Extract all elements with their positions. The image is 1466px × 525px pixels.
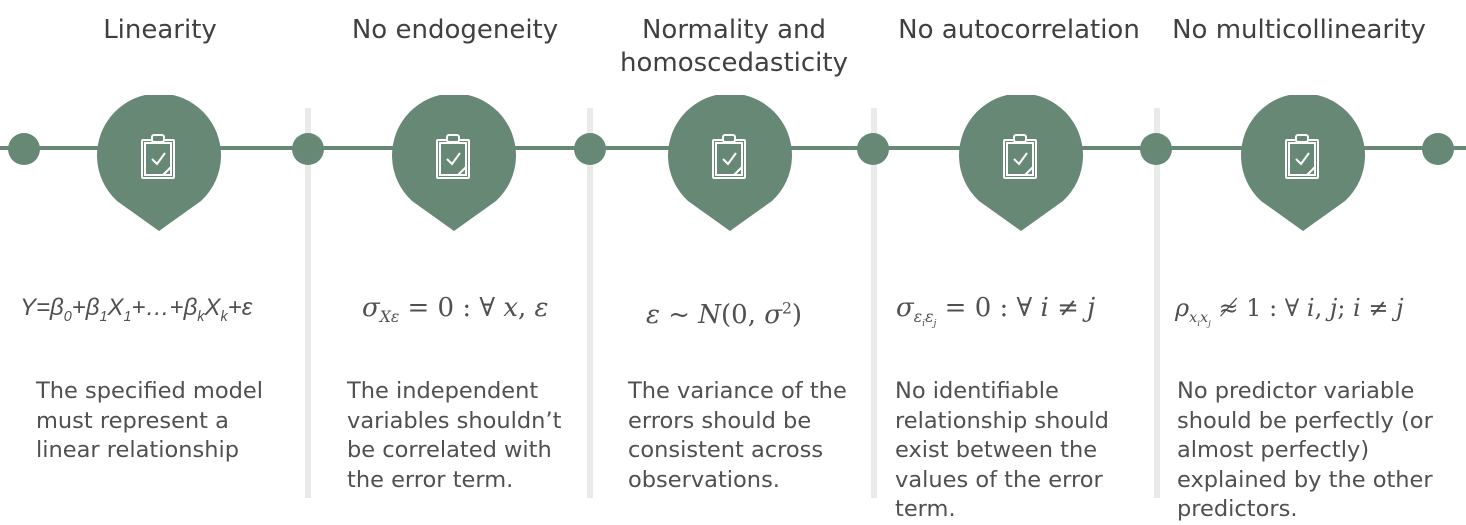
column-divider: [1154, 108, 1160, 498]
marker-pin: [97, 95, 221, 231]
endogeneity-formula: $\sigma_{X\varepsilon} = 0$ : ∀ x, ε: [362, 293, 549, 327]
assumption-title: Normality and homoscedasticity: [620, 15, 848, 78]
assumption-title: No endogeneity: [351, 15, 559, 45]
marker-pin: [1241, 95, 1365, 231]
column-divider: [871, 108, 877, 498]
marker-pin: [668, 95, 792, 231]
marker-pin: [392, 95, 516, 231]
marker-pin: [959, 95, 1083, 231]
normality-formula: ε ~ N(0, $\sigma^2$): [646, 299, 803, 330]
timeline-dot: [1140, 133, 1172, 165]
timeline-dot: [1422, 133, 1454, 165]
timeline-dot: [292, 133, 324, 165]
linearity-formula: $Y=\beta_0+\beta_1X_1+\dots+\beta_kX_k+\varepsilon$: [20, 294, 253, 325]
multicollinearity-formula: $\rho_{x_ix_j}$ ≉ 1 : ∀ i, j; i ≠ j: [1175, 294, 1404, 329]
assumption-description: The variance of the errors should be consistent across observations.: [628, 378, 847, 493]
assumption-description: No predictor variable should be perfectly (or almost perfectly) explained by the other predictors.: [1177, 378, 1433, 522]
timeline-dot: [8, 133, 40, 165]
assumption-title: Linearity: [103, 15, 217, 45]
timeline-dot: [857, 133, 889, 165]
assumption-description: The independent variables shouldn’t be correlated with the error term.: [347, 378, 562, 493]
timeline-dot: [574, 133, 606, 165]
assumption-title: No autocorrelation: [898, 15, 1140, 45]
column-divider: [587, 108, 593, 498]
column-divider: [305, 108, 311, 498]
assumption-description: No identifiable relationship should exist between the values of the error term.: [895, 378, 1109, 522]
assumption-title: No multicollinearity: [1172, 15, 1426, 45]
assumption-description: The specified model must represent a linear relationship: [36, 378, 263, 463]
autocorrelation-formula: $\sigma_{\varepsilon_i\varepsilon_j} = 0$ : ∀ i ≠ j: [896, 293, 1096, 330]
